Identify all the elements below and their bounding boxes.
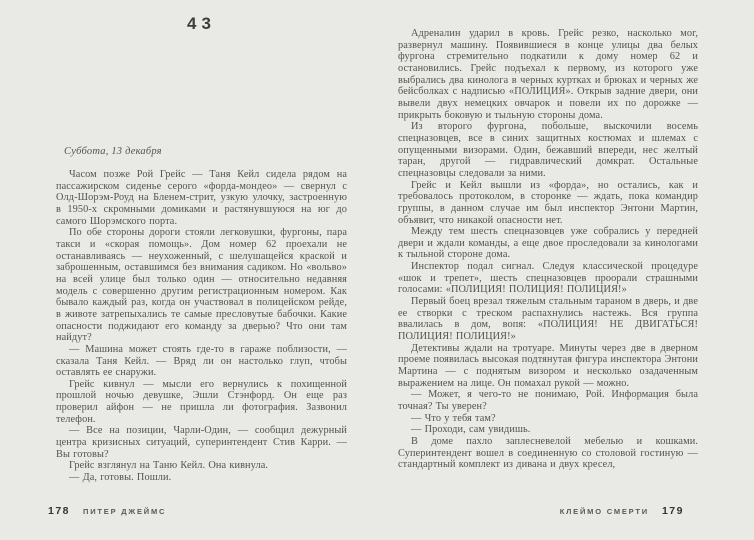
- paragraph: Часом позже Рой Грейс — Таня Кейл сидела рядом на пассажирском сиденье серого «форда-мондео» — свернул с Олд-Шорэм-Роуд на Бленем-стрит, узкую улочку, застроенную в 1950-х скромными домиками и растянувшуюся на юг до самого Шорэмского порта.: [56, 169, 347, 227]
- paragraph: Адреналин ударил в кровь. Грейс резко, насколько мог, развернул машину. Появившиеся в конце улицы два белых фургона стремительно подкатили к дому номер 62 и остановились. Грейс подъехал к первому, из которого уже выбрались два кинолога в черных куртках и брюках и черных же бейсболках с надписью «ПОЛИЦИЯ». Открыв задние двери, они вывели двух немецких овчарок и повели их по дорожке — прикрыть боковую и тыльную стороны дома.: [398, 28, 698, 121]
- right-running-title: КЛЕЙМО СМЕРТИ: [559, 507, 649, 516]
- paragraph: — Да, готовы. Пошли.: [69, 472, 172, 484]
- left-running-title: ПИТЕР ДЖЕЙМС: [83, 507, 167, 516]
- page-left: [56, 0, 347, 540]
- paragraph: — Что у тебя там?: [411, 412, 496, 424]
- chapter-date-line: Суббота, 13 декабря: [64, 146, 162, 157]
- paragraph: Грейс кивнул — мысли его вернулись к похищенной прошлой ночью девушке, Эшли Стэнфорд. Он еще раз проверил айфон — не пришла ли фотография. Зазвонил телефон.: [56, 378, 347, 425]
- paragraph: Грейс взглянул на Таню Кейл. Она кивнула.: [69, 460, 269, 472]
- page-right: [398, 0, 698, 540]
- paragraph: Из второго фургона, побольше, выскочили восемь спецназовцев, все в синих защитных костюмах и шлемах с опущенными визорами. Один, бежавший впереди, нес желтый таран, другой — гидравлический домкрат. Остальные спецназовцы следовали за ними.: [398, 121, 698, 179]
- paragraph: Между тем шесть спецназовцев уже собрались у передней двери и ждали команды, а еще двое проследовали за кинологами к тыльной стороне дома.: [398, 226, 698, 261]
- chapter-number: 43: [187, 14, 216, 33]
- paragraph: В доме пахло заплесневелой мебелью и кошками. Суперинтендент вошел в соединенную со столовой гостиную — стандартный комплект из дивана и двух кресел,: [398, 435, 698, 471]
- right-page-number: 179: [661, 505, 684, 517]
- paragraph: Первый боец врезал тяжелым стальным тараном в дверь, и две ее створки с треском распахнулись настежь. Вся группа ввалилась в дом, вопя: «ПОЛИЦИЯ! НЕ ДВИГАТЬСЯ! ПОЛИЦИЯ! ПОЛИЦИЯ!»: [398, 296, 698, 343]
- paragraph: — Машина может стоять где-то в гараже поблизости, — сказала Таня Кейл. — Вряд ли он настолько глуп, чтобы оставлять ее снаружи.: [56, 343, 347, 379]
- left-page-footer: [48, 501, 166, 519]
- paragraph: — Может, я чего-то не понимаю, Рой. Информация была точная? Ты уверен?: [398, 389, 698, 412]
- paragraph: Грейс и Кейл вышли из «форда», но остались, как и требовалось протоколом, в сторонке — ждать, пока командир группы, в данном случае им был инспектор Энтони Мартин, объявит, что никакой опасности нет.: [398, 179, 698, 226]
- paragraph: — Проходи, сам увидишь.: [411, 424, 531, 436]
- left-page-text-block: [56, 169, 347, 484]
- paragraph: Инспектор подал сигнал. Следуя классической процедуре «шок и трепет», шесть спецназовцев проорали страшными голосами: «ПОЛИЦИЯ! ПОЛИЦИЯ! ПОЛИЦИЯ!»: [398, 261, 698, 296]
- paragraph: — Все на позиции, Чарли-Один, — сообщил дежурный центра кризисных ситуаций, суперинтендент Стив Карри. — Вы готовы?: [56, 425, 347, 460]
- right-page-text-block: [398, 28, 698, 471]
- paragraph: По обе стороны дороги стояли легковушки, фургоны, пара такси и «скорая помощь». Дом номер 62 проехали не останавливаясь — неухоженный, с шелушащейся краской и заброшенным, оставшимся без внимания садиком. Но «вольво» на всей улице был только один — относительно недавняя модель с совершенно другим регистрационным номером. Как бывало каждый раз, когда он участвовал в полицейском рейде, в животе затрепыхались те самые пресловутые бабочки. Какие опасности поджидают его команду за дверью? Что они там найдут?: [56, 227, 347, 344]
- paragraph: Детективы ждали на тротуаре. Минуты через две в дверном проеме появилась высокая подтянутая фигура инспектора Энтони Мартина — с поднятым визором и несколько озадаченным выражением на лице. Он помахал рукой — можно.: [398, 342, 698, 389]
- right-page-footer: [560, 501, 684, 519]
- left-page-number: 178: [48, 505, 71, 517]
